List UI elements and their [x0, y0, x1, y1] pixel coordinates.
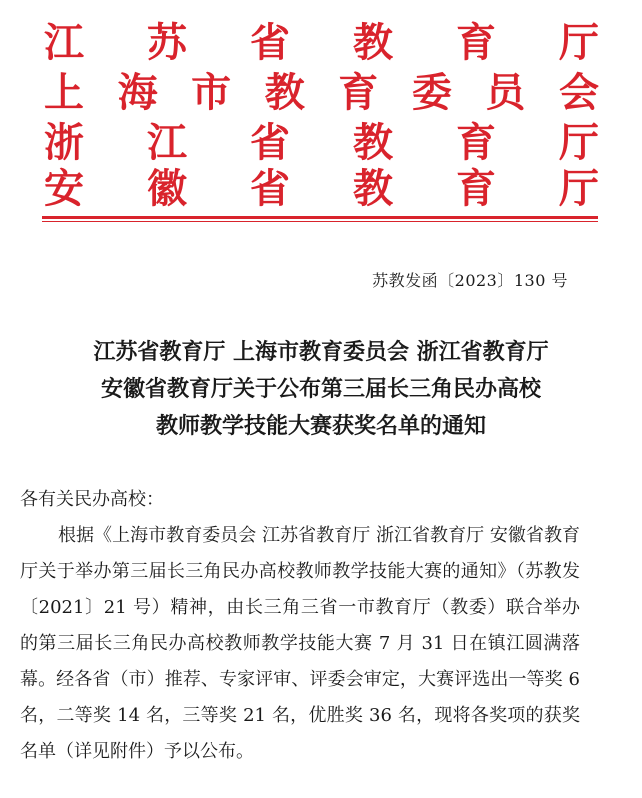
letterhead-char: 教 — [353, 20, 393, 66]
letterhead-char: 会 — [558, 70, 599, 116]
letterhead-char: 浙 — [44, 120, 84, 166]
letterhead-char: 徽 — [147, 166, 187, 212]
title-line: 教师教学技能大赛获奖名单的通知 — [155, 414, 486, 439]
letterhead-char: 省 — [250, 166, 290, 212]
letterhead-char: 教 — [353, 166, 393, 212]
letterhead-divider — [42, 216, 598, 219]
letterhead-char: 江 — [44, 20, 84, 66]
letterhead-char: 厅 — [559, 166, 599, 212]
letterhead-char: 市 — [191, 70, 232, 116]
body-paragraph: 根据《上海市教育委员会 江苏省教育厅 浙江省教育厅 安徽省教育厅关于举办第三届长三角民办高校教师教学技能大赛的通知》（苏教发〔2021〕21 号）精神，由长三角三省一市教育厅（教委）联合举办的第三届长三角民办高校教师教学技能大赛 7 月 31 日在镇江圆满落幕。经各省（市）推荐、专家评审、评委会审定，大赛评选出一等奖 6 名，二等奖 14 名，三等奖 21 名，优胜奖 36 名，现将各奖项的获奖名单（详见附件）予以公布。 — [20, 525, 580, 762]
letterhead-char: 厅 — [559, 120, 599, 166]
letterhead-char: 教 — [353, 120, 393, 166]
letterhead-char: 员 — [485, 70, 526, 116]
document-title — [20, 334, 622, 445]
letterhead-char: 海 — [117, 70, 158, 116]
issuer-anhui — [44, 166, 599, 212]
issuer-zhejiang — [44, 120, 599, 166]
salutation: 各有关民办高校： — [20, 489, 164, 510]
letterhead-char: 上 — [44, 70, 84, 116]
issuer-jiangsu — [44, 20, 599, 66]
document-number: 苏教发函〔2023〕130 号 — [372, 271, 568, 290]
letterhead-char: 安 — [44, 166, 84, 212]
letterhead-char: 育 — [338, 70, 379, 116]
letterhead-char: 育 — [456, 120, 496, 166]
issuer-shanghai — [44, 70, 599, 116]
letterhead-char: 育 — [456, 20, 496, 66]
document-body — [20, 482, 580, 770]
letterhead-divider-thin — [42, 221, 598, 222]
letterhead-char: 教 — [264, 70, 305, 116]
title-line: 安徽省教育厅关于公布第三届长三角民办高校 — [100, 377, 541, 402]
title-line: 江苏省教育厅 上海市教育委员会 浙江省教育厅 — [93, 340, 549, 365]
letterhead-char: 委 — [411, 70, 452, 116]
letterhead-char: 省 — [250, 20, 290, 66]
letterhead-char: 苏 — [147, 20, 187, 66]
letterhead-char: 厅 — [559, 20, 599, 66]
letterhead-char: 省 — [250, 120, 290, 166]
letterhead-char: 江 — [147, 120, 187, 166]
letterhead-char: 育 — [456, 166, 496, 212]
